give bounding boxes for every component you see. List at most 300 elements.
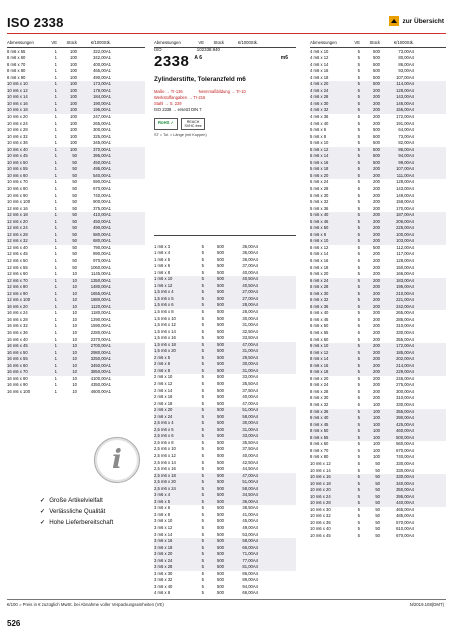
row-vk: 1 [54,323,57,329]
row-st: 100 [70,120,77,126]
row-dim: 6 m6 x 36 [310,303,329,309]
row-st: 200 [373,172,380,178]
row-dim: 10 m6 x 100 [7,199,31,205]
row-vk: 5 [357,179,360,185]
row-vk: 5 [357,205,360,211]
row-price: 112,00A4 [396,244,414,250]
row-price: 58,00A4 [242,538,258,544]
header-dim: Abmessungen [7,40,34,45]
row-price: 38,50A4 [242,505,258,511]
row-price: 30,00A4 [242,315,258,321]
row-price: 30,00A4 [242,420,258,426]
row-dim: 1 m6 x 3 [154,243,171,249]
row-dim: 3 m6 x 8 [154,511,171,517]
row-price: 31,00A4 [242,322,258,328]
page-number: 526 [7,619,21,628]
row-st: 200 [373,336,380,342]
row-st: 500 [217,453,224,458]
row-price: 94,00A4 [398,153,414,159]
row-dim: 16 m6 x 100 [7,388,31,394]
row-price: 40,00A4 [242,269,258,275]
row-vk: 1 [54,55,57,61]
row-st: 200 [373,218,380,224]
row-vk: 5 [201,354,204,360]
row-dim: 1 m6 x 12 [154,282,173,288]
row-st: 50 [72,238,77,244]
row-vk: 5 [201,446,204,452]
row-st: 200 [373,369,380,375]
info-icon: i [94,437,140,483]
row-price: 183,00A4 [396,277,414,283]
row-vk: 5 [357,349,360,355]
row-st: 500 [217,498,224,504]
article-info [154,89,296,113]
row-vk: 5 [201,322,204,328]
row-vk: 1 [54,120,57,126]
row-vk: 5 [201,577,204,583]
row-st: 10 [72,349,77,355]
row-dim: 3 m6 x 28 [154,564,173,570]
row-dim: 6 m6 x 45 [310,316,329,322]
row-vk: 5 [357,303,360,309]
row-dim: 2,5 m6 x 6 [154,433,174,439]
row-st: 50 [72,225,77,231]
row-vk: 5 [357,408,360,414]
row-dim: 1,5 m6 x 6 [154,302,174,308]
row-vk: 1 [54,68,57,74]
table-header [7,40,145,48]
row-price: 36,00A4 [242,243,258,249]
feature-item [40,517,113,528]
row-vk: 1 [54,264,57,270]
badges [154,118,296,130]
row-dim: 3 m6 x 10 [154,518,173,524]
row-vk: 1 [54,303,57,309]
row-dim: 10 m6 x 45 [310,532,331,538]
footer-divider [7,599,446,600]
row-st: 200 [373,258,380,263]
row-vk: 5 [357,415,360,421]
row-st: 500 [217,590,224,596]
info-dims[interactable]: Maße → Tr-136 [154,89,183,94]
row-price: 4100,00A1 [90,375,111,381]
row-vk: 5 [201,361,204,367]
row-vk: 5 [357,447,360,453]
row-st: 50 [375,460,380,466]
row-price: 890,00A1 [93,251,111,257]
row-dim: 1,5 m6 x 12 [154,322,176,328]
row-st: 10 [72,362,77,368]
row-dim: 4 m6 x 14 [310,61,329,67]
row-vk: 1 [54,271,57,277]
row-dim: 6 m6 x 28 [310,284,329,290]
row-price: 242,00A4 [396,303,414,309]
row-dim: 12 m6 x 18 [7,212,28,218]
row-vk: 1 [54,159,57,165]
row-dim: 1 m6 x 10 [154,276,173,282]
info-nominal[interactable]: Nennmaßbildung → Tr-10 [198,89,246,94]
row-dim: 10 m6 x 14 [7,94,28,100]
row-price: 45,00A4 [242,518,258,524]
row-price: 37,50A4 [242,446,258,452]
row-st: 200 [373,192,380,198]
row-dim: 1 m6 x 4 [154,250,171,256]
row-st: 200 [373,225,380,231]
footer-note: €/100 = Preis in € zuzüglich MwSt. bei Abnahme voller Verpackungseinheiten (VE) [7,602,164,607]
row-vk: 5 [201,472,204,478]
row-st: 50 [72,199,77,205]
row-vk: 5 [201,485,204,491]
row-vk: 1 [54,290,57,296]
row-st: 50 [72,172,77,178]
row-price: 3450,00A1 [90,362,111,368]
overview-link[interactable] [389,16,444,26]
row-dim: 16 m6 x 45 [7,343,28,349]
row-dim: 16 m6 x 70 [7,369,28,375]
row-st: 50 [375,526,380,532]
row-dim: 5 m6 x 10 [310,140,329,146]
row-dim: 12 m6 x 60 [7,271,28,277]
row-st: 500 [217,525,224,531]
row-price: 395,00A1 [93,153,111,159]
row-st: 50 [375,480,380,486]
row-vk: 1 [54,48,57,54]
row-st: 500 [217,387,224,393]
row-dim: 1,5 m6 x 8 [154,308,174,314]
row-vk: 5 [357,500,360,506]
row-dim: 10 m6 x 30 [310,506,331,512]
row-dim: 8 m6 x 60 [310,441,329,447]
row-vk: 5 [201,492,204,498]
row-vk: 5 [357,68,360,74]
row-price: 355,00A4 [396,336,414,342]
row-dim: 12 m6 x 40 [7,244,28,250]
row-st: 200 [373,375,380,381]
row-price: 128,00A4 [396,179,414,185]
row-vk: 5 [201,394,204,400]
row-dim: 3 m6 x 4 [154,492,171,498]
row-vk: 5 [201,276,204,282]
row-st: 10 [72,303,77,309]
row-vk: 5 [201,453,204,458]
row-vk: 5 [357,81,360,87]
row-dim: 3 m6 x 20 [154,551,173,557]
row-price: 465,00A4 [396,506,414,512]
row-dim: 5 m6 x 18 [310,166,329,172]
row-price: 390,00A4 [396,415,414,421]
table-row [7,389,145,396]
row-dim: 6 m6 x 24 [310,277,329,283]
row-st: 500 [217,407,224,413]
row-dim: 2 m6 x 10 [154,374,173,380]
row-dim: 10 m6 x 16 [310,474,331,480]
row-st: 500 [217,335,224,341]
row-st: 500 [373,140,380,146]
row-price: 1655,00A1 [90,290,111,296]
row-vk: 5 [201,250,204,256]
row-st: 500 [217,511,224,517]
row-st: 500 [217,492,224,498]
row-price: 740,00A4 [396,454,414,460]
row-dim: 8 m6 x 70 [310,447,329,453]
row-dim: 8 m6 x 18 [310,369,329,375]
row-price: 970,00A1 [93,258,111,263]
row-price: 107,00A4 [396,166,414,172]
row-vk: 5 [201,243,204,249]
row-dim: 4 m6 x 20 [310,81,329,87]
row-st: 500 [217,557,224,563]
row-vk: 1 [54,238,57,244]
row-st: 200 [373,303,380,309]
header-st: Stück [213,40,224,45]
row-dim: 3 m6 x 16 [154,538,173,544]
row-price: 330,00A4 [396,402,414,408]
overview-label: zur Übersicht [402,17,444,25]
row-price: 310,00A4 [396,323,414,329]
row-dim: 16 m6 x 90 [7,382,28,388]
row-vk: 5 [357,277,360,283]
row-vk: 1 [54,212,57,218]
row-dim: 4 m6 x 36 [310,113,329,119]
row-dim: 10 m6 x 90 [7,192,28,198]
row-vk: 5 [357,113,360,119]
row-dim: 10 m6 x 36 [310,519,331,525]
row-vk: 5 [201,328,204,334]
row-dim: 6 m6 x 8 [310,231,327,237]
row-price: 191,00A4 [396,120,414,126]
row-st: 200 [373,271,380,277]
row-st: 200 [373,179,380,185]
row-vk: 5 [357,388,360,394]
row-st: 500 [217,295,224,301]
row-vk: 5 [357,323,360,329]
row-price: 350,00A4 [396,487,414,493]
row-st: 200 [373,231,380,237]
feature-label: Hohe Lieferbereitschaft [49,519,114,526]
row-price: 450,00A1 [93,159,111,165]
row-st: 200 [373,107,380,113]
row-dim: 8 m6 x 80 [7,68,26,74]
row-dim: 4 m6 x 24 [310,87,329,93]
row-dim: 8 m6 x 28 [310,388,329,394]
row-dim: 1 m6 x 6 [154,263,171,269]
row-st: 100 [373,434,380,440]
row-st: 500 [217,263,224,269]
row-dim: 2 m6 x 12 [154,380,173,386]
row-st: 200 [373,388,380,394]
row-price: 49,00A4 [242,525,258,531]
row-vk: 1 [54,277,57,283]
row-st: 200 [373,382,380,388]
table-header [310,40,446,48]
row-price: 3850,00A1 [90,369,111,375]
table-row [154,590,296,597]
row-dim: 8 m6 x 30 [310,395,329,401]
row-st: 200 [373,316,380,322]
row-st: 100 [70,55,77,61]
row-dim: 10 m6 x 28 [7,127,28,133]
row-vk: 5 [201,479,204,485]
row-vk: 5 [357,231,360,237]
row-st: 100 [373,441,380,447]
row-dim: 2 m6 x 6 [154,361,171,367]
row-st: 100 [70,94,77,100]
row-price: 322,00A1 [93,48,111,54]
row-vk: 1 [54,185,57,191]
row-vk: 1 [54,179,57,185]
row-st: 200 [373,356,380,362]
row-dim: 2,5 m6 x 8 [154,439,174,445]
row-price: 790,00A1 [93,244,111,250]
row-vk: 1 [54,74,57,80]
row-st: 500 [217,466,224,472]
row-dim: 12 m6 x 24 [7,225,28,231]
row-dim: 10 m6 x 45 [7,153,28,159]
row-dim: 10 m6 x 10 [7,81,28,87]
row-price: 400,00A1 [93,61,111,67]
row-st: 500 [373,133,380,139]
row-vk: 5 [357,454,360,460]
row-st: 10 [72,375,77,381]
row-dim: 8 m6 x 20 [310,375,329,381]
row-dim: 8 m6 x 90 [7,74,26,80]
row-dim: 5 m6 x 30 [310,192,329,198]
row-st: 10 [72,369,77,375]
row-price: 41,00A4 [242,511,258,517]
feature-label: Große Artikelvielfalt [49,497,103,504]
row-st: 500 [217,570,224,576]
row-price: 172,00A4 [396,343,414,349]
row-vk: 5 [201,282,204,288]
row-price: 33,50A4 [242,335,258,341]
row-price: 86,00A4 [398,146,414,152]
row-dim: 4 m6 x 28 [310,94,329,100]
row-dim: 4 m6 x 40 [310,120,329,126]
row-st: 500 [373,55,380,61]
row-st: 500 [373,74,380,80]
row-vk: 5 [357,244,360,250]
row-price: 247,00A1 [93,113,111,119]
row-st: 500 [373,159,380,165]
row-vk: 1 [54,166,57,172]
row-st: 100 [373,408,380,414]
rohs-badge: RoHS ✓ [154,118,178,130]
row-st: 500 [217,485,224,491]
row-st: 500 [217,250,224,256]
row-vk: 5 [201,564,204,570]
row-price: 2700,00A1 [90,343,111,349]
row-price: 73,00A4 [398,48,414,54]
row-vk: 5 [357,467,360,473]
row-price: 80,00A4 [398,55,414,61]
row-vk: 5 [357,127,360,133]
info-material[interactable]: Werkstoffangaben → Tr-216 [154,95,206,100]
row-price: 37,50A4 [242,387,258,393]
row-vk: 5 [201,269,204,275]
row-price: 340,00A4 [396,480,414,486]
row-price: 670,00A4 [396,532,414,538]
row-vk: 5 [357,87,360,93]
row-st: 200 [373,264,380,270]
row-vk: 1 [54,94,57,100]
row-dim: 6 m6 x 16 [310,258,329,263]
article-note: ST = Tol. = Länge (mit Kuppen) [154,133,207,137]
row-dim: 3 m6 x 30 [154,570,173,576]
row-st: 500 [373,153,380,159]
row-st: 50 [72,258,77,263]
row-price: 30,00A4 [242,361,258,367]
row-price: 158,00A4 [396,199,414,205]
row-dim: 10 m6 x 70 [7,179,28,185]
row-vk: 5 [357,100,360,106]
row-price: 1180,00A1 [91,310,111,316]
row-price: 2370,00A1 [90,336,111,342]
row-vk: 5 [201,570,204,576]
row-price: 485,00A4 [396,513,414,519]
row-dim: 16 m6 x 28 [7,316,28,322]
row-vk: 5 [357,402,360,408]
row-st: 500 [217,531,224,537]
row-dim: 5 m6 x 32 [310,199,329,205]
row-vk: 5 [357,290,360,296]
row-vk: 5 [357,297,360,303]
info-steel[interactable]: Stahl → S. 229 [154,101,182,106]
row-price: 425,00A4 [396,421,414,427]
row-price: 47,00A4 [242,341,258,347]
header-vk: VE [198,40,204,45]
row-st: 50 [72,212,77,218]
row-price: 342,00A1 [93,55,111,61]
row-st: 100 [373,428,380,434]
row-st: 100 [70,133,77,139]
row-dim: 2,5 m6 x 10 [154,446,176,452]
row-dim: 12 m6 x 100 [7,297,31,303]
row-vk: 5 [201,433,204,439]
row-vk: 5 [201,466,204,472]
row-price: 184,00A1 [93,94,111,100]
row-price: 570,00A4 [396,519,414,525]
row-price: 225,00A4 [396,225,414,231]
row-vk: 5 [201,374,204,380]
row-st: 200 [373,251,380,257]
row-vk: 1 [54,205,57,211]
row-price: 1350,00A1 [90,277,111,283]
row-dim: 4 m6 x 32 [310,107,329,113]
row-price: 34,50A4 [242,492,258,498]
row-vk: 5 [357,172,360,178]
row-st: 100 [70,146,77,152]
row-price: 1145,00A1 [91,271,111,277]
row-st: 200 [373,297,380,303]
row-price: 73,00A4 [398,133,414,139]
row-price: 1060,00A1 [90,264,111,270]
row-vk: 5 [357,434,360,440]
row-st: 500 [373,127,380,133]
row-dim: 5 m6 x 40 [310,212,329,218]
row-price: 103,00A4 [396,238,414,244]
row-price: 128,00A4 [396,87,414,93]
row-price: 51,00A4 [242,479,258,485]
row-vk: 5 [357,212,360,218]
row-dim: 10 m6 x 20 [310,487,331,493]
row-price: 100,00A4 [396,231,414,237]
row-vk: 5 [357,140,360,146]
row-price: 31,00A4 [242,367,258,373]
row-vk: 1 [54,382,57,388]
row-dim: 3 m6 x 18 [154,544,173,550]
row-vk: 5 [201,256,204,262]
row-price: 4600,00A1 [90,388,111,394]
